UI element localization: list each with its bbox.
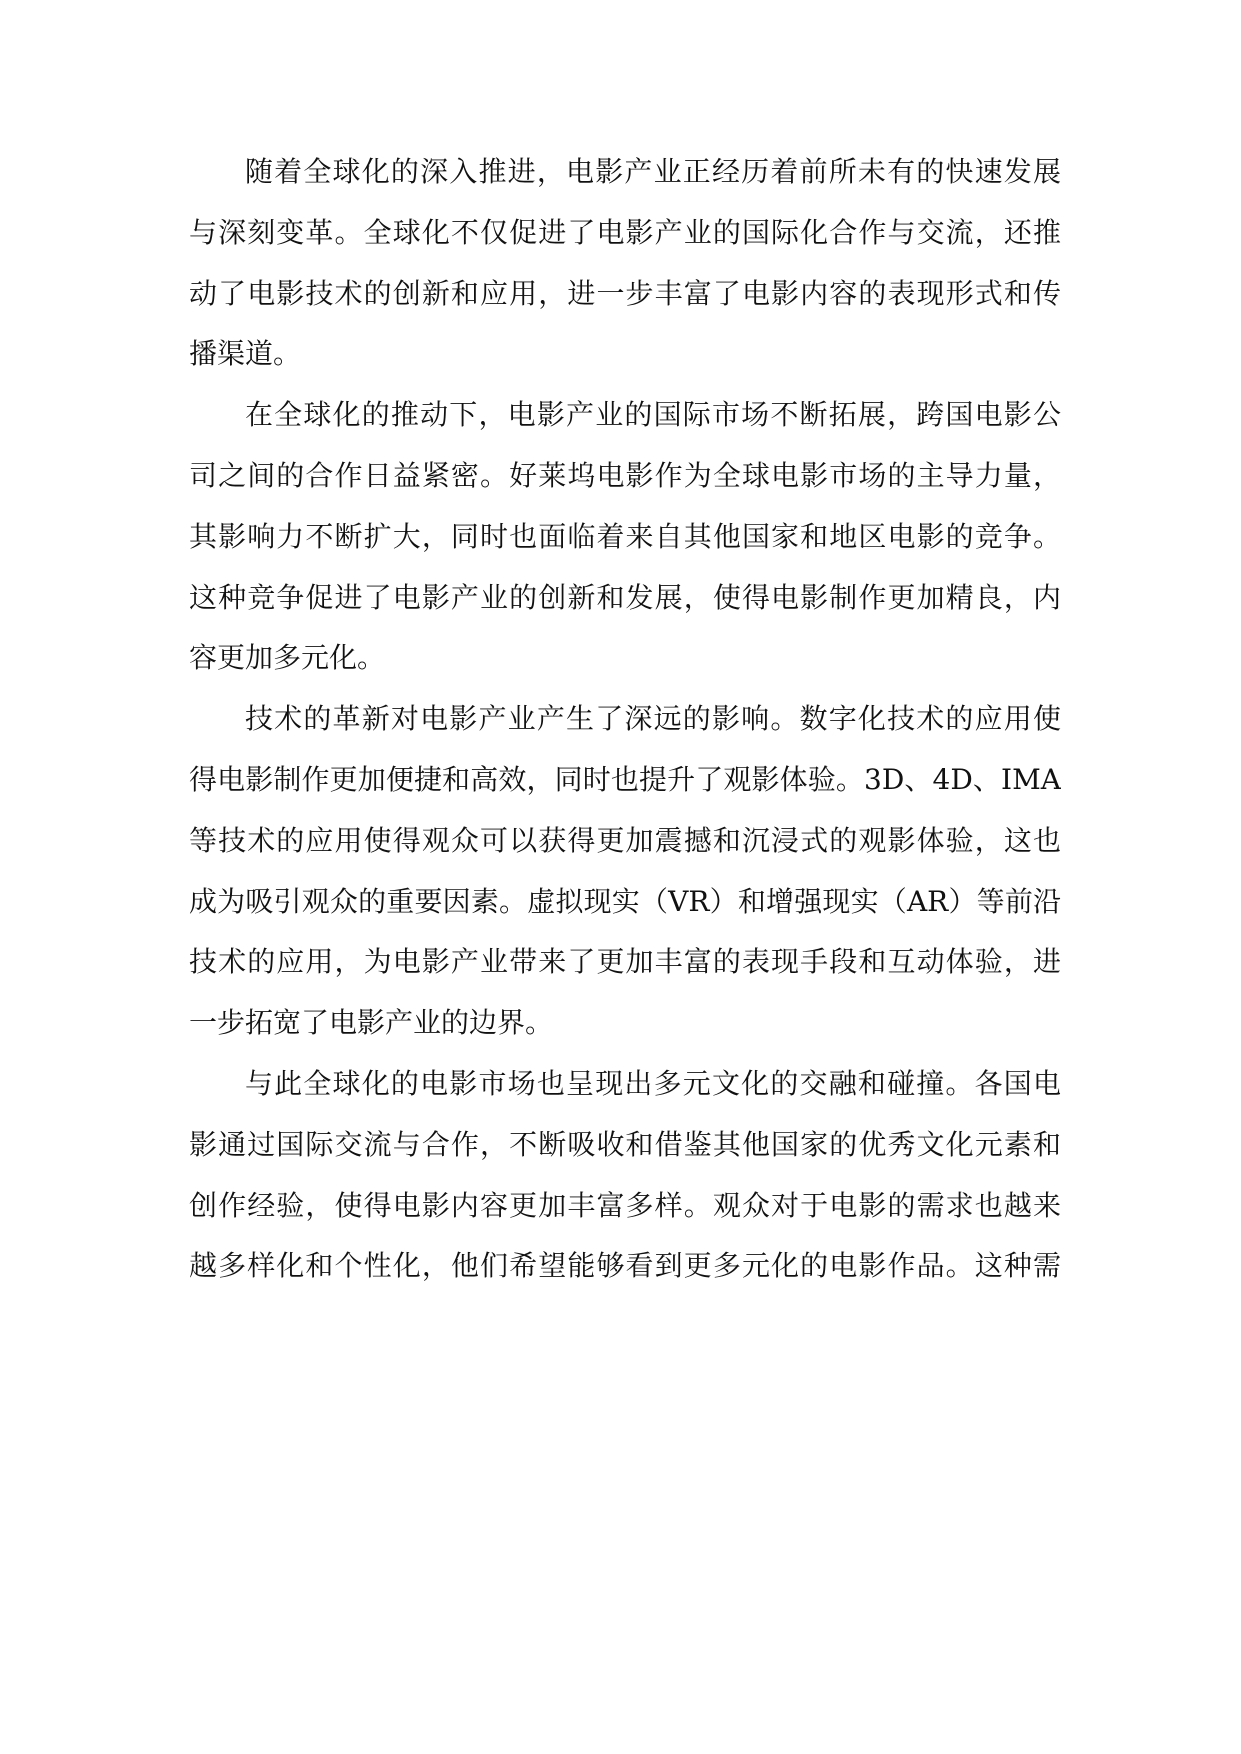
paragraph-1-line-2: 与深刻变革。全球化不仅促进了电影产业的国际化合作与交流，还推 <box>189 215 1061 249</box>
paragraph-2-line-2: 司之间的合作日益紧密。好莱坞电影作为全球电影市场的主导力量， <box>189 458 1061 492</box>
paragraph-1-line-3: 动了电影技术的创新和应用，进一步丰富了电影内容的表现形式和传 <box>189 276 1061 310</box>
paragraph-3-line-3: 等技术的应用使得观众可以获得更加震撼和沉浸式的观影体验，这也 <box>189 823 1061 857</box>
paragraph-2-line-1: 在全球化的推动下，电影产业的国际市场不断拓展，跨国电影公 <box>245 398 1061 432</box>
paragraph-4-line-3: 创作经验，使得电影内容更加丰富多样。观众对于电影的需求也越来 <box>189 1188 1061 1222</box>
paragraph-2-line-4: 这种竞争促进了电影产业的创新和发展，使得电影制作更加精良，内 <box>189 580 1061 614</box>
paragraph-3-line-1: 技术的革新对电影产业产生了深远的影响。数字化技术的应用使 <box>245 702 1061 736</box>
paragraph-2-line-5: 容更加多元化。 <box>189 641 386 675</box>
paragraph-1-line-1: 随着全球化的深入推进，电影产业正经历着前所未有的快速发展 <box>245 155 1061 188</box>
paragraph-3-line-5: 技术的应用，为电影产业带来了更加丰富的表现手段和互动体验，进 <box>189 945 1061 979</box>
paragraph-4-line-2: 影通过国际交流与合作，不断吸收和借鉴其他国家的优秀文化元素和 <box>189 1127 1061 1161</box>
paragraph-2-line-3: 其影响力不断扩大，同时也面临着来自其他国家和地区电影的竞争。 <box>189 519 1061 553</box>
document-body <box>189 142 1061 1297</box>
paragraph-4-line-1: 与此全球化的电影市场也呈现出多元文化的交融和碰撞。各国电 <box>245 1066 1061 1100</box>
paragraph-3-line-6: 一步拓宽了电影产业的边界。 <box>189 1006 554 1040</box>
paragraph-4-line-4: 越多样化和个性化，他们希望能够看到更多元化的电影作品。这种需 <box>189 1249 1061 1283</box>
paragraph-3-line-4: 成为吸引观众的重要因素。虚拟现实（VR）和增强现实（AR）等前沿 <box>189 884 1061 918</box>
paragraph-3-line-2: 得电影制作更加便捷和高效，同时也提升了观影体验。3D、4D、IMA <box>189 762 1061 796</box>
paragraph-1-line-4: 播渠道。 <box>189 337 302 371</box>
